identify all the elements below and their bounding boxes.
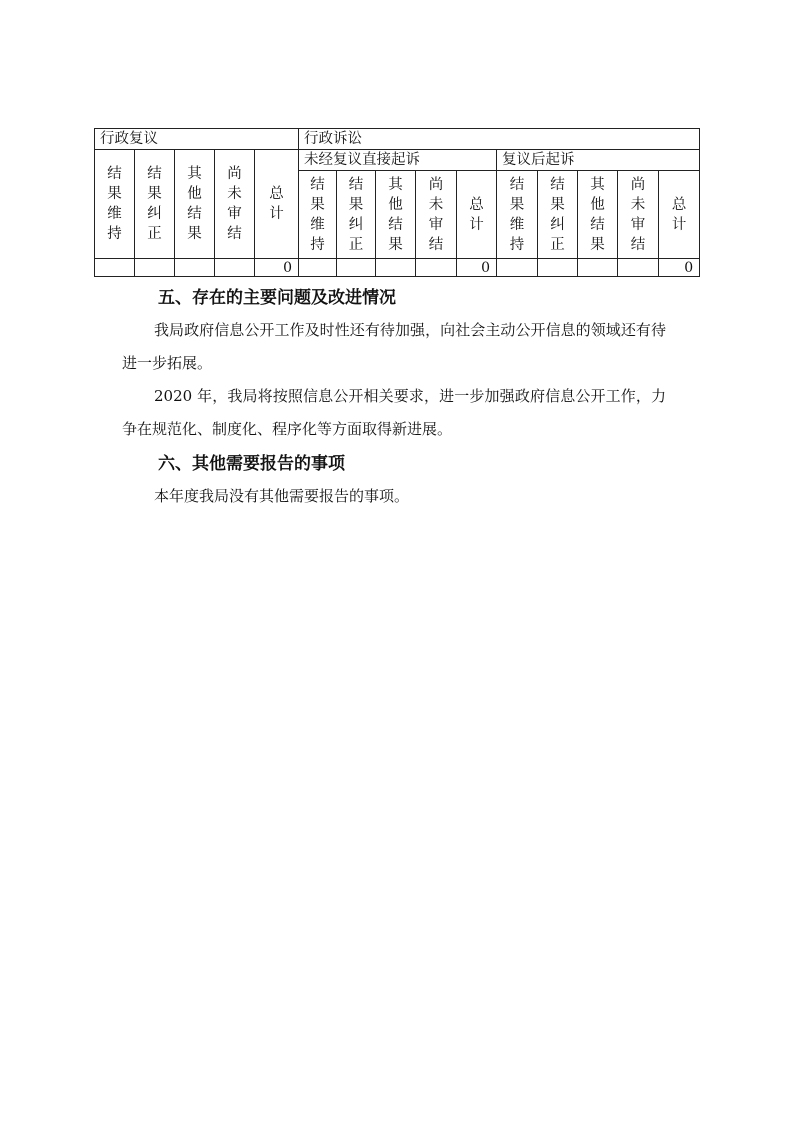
section-5-title: 五、存在的主要问题及改进情况: [158, 288, 396, 308]
after-review-col-corrected: 结果纠正: [538, 171, 578, 259]
after-review-col-upheld: 结果维持: [497, 171, 538, 259]
after-review-value-total: 0: [659, 259, 700, 277]
after-review-value-corrected: [538, 259, 578, 277]
direct-value-other: [376, 259, 416, 277]
review-col-pending: 尚未审结: [215, 150, 255, 259]
direct-value-pending: [416, 259, 457, 277]
review-value-total: 0: [255, 259, 299, 277]
section-6-title: 六、其他需要报告的事项: [158, 454, 345, 474]
review-value-pending: [215, 259, 255, 277]
direct-value-upheld: [299, 259, 337, 277]
direct-col-other: 其他结果: [376, 171, 416, 259]
after-review-value-upheld: [497, 259, 538, 277]
after-review-litigation-header: 复议后起诉: [497, 150, 700, 171]
table-header-row-1: [95, 129, 700, 150]
direct-value-corrected: [337, 259, 376, 277]
after-review-col-other: 其他结果: [578, 171, 618, 259]
review-value-corrected: [135, 259, 175, 277]
review-litigation-table: [94, 128, 700, 277]
section-5-paragraph-2: 2020 年，我局将按照信息公开相关要求，进一步加强政府信息公开工作，力争在规范化、制度化、程序化等方面取得新进展。: [122, 387, 666, 438]
after-review-col-pending: 尚未审结: [618, 171, 659, 259]
after-review-value-other: [578, 259, 618, 277]
after-review-value-pending: [618, 259, 659, 277]
table-header-row-2: [95, 150, 700, 171]
direct-col-pending: 尚未审结: [416, 171, 457, 259]
direct-litigation-header: 未经复议直接起诉: [299, 150, 497, 171]
review-col-upheld: 结果维持: [95, 150, 135, 259]
admin-review-header: 行政复议: [95, 129, 299, 150]
review-col-corrected: 结果纠正: [135, 150, 175, 259]
section-5-paragraph-1: 我局政府信息公开工作及时性还有待加强，向社会主动公开信息的领域还有待进一步拓展。: [122, 321, 666, 372]
direct-col-corrected: 结果纠正: [337, 171, 376, 259]
review-value-other: [175, 259, 215, 277]
review-col-other: 其他结果: [175, 150, 215, 259]
review-col-total: 总计: [255, 150, 299, 259]
admin-litigation-header: 行政诉讼: [299, 129, 700, 150]
review-value-upheld: [95, 259, 135, 277]
after-review-col-total: 总计: [659, 171, 700, 259]
direct-col-upheld: 结果维持: [299, 171, 337, 259]
direct-col-total: 总计: [457, 171, 497, 259]
table-row: [95, 259, 700, 277]
direct-value-total: 0: [457, 259, 497, 277]
section-6-paragraph-1: 本年度我局没有其他需要报告的事项。: [154, 487, 410, 505]
